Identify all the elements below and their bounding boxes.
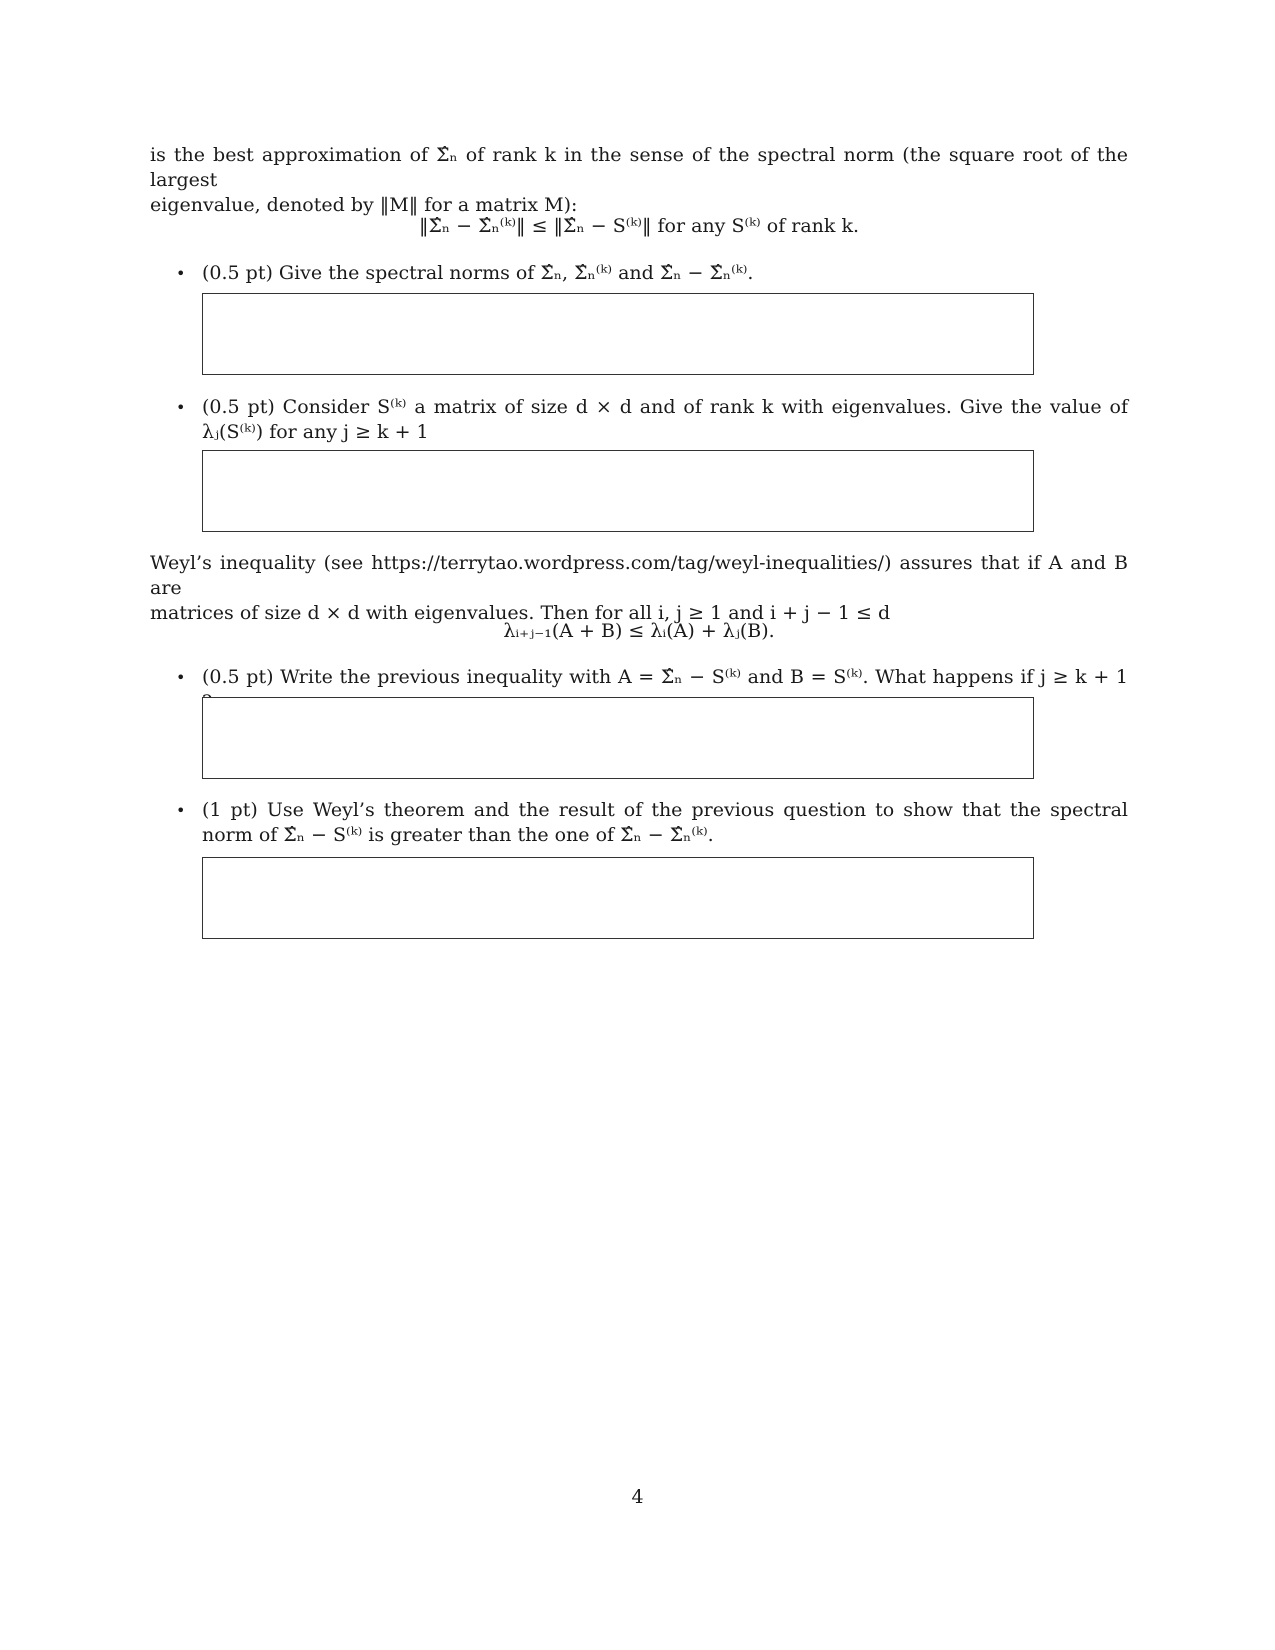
question-1 xyxy=(150,261,1128,286)
weyl-inequality-equation: λᵢ₊ⱼ₋₁(A + B) ≤ λᵢ(A) + λⱼ(B). xyxy=(503,620,775,642)
page-number: 4 xyxy=(631,1486,644,1508)
answer-box-1[interactable] xyxy=(202,293,1034,375)
intro-line-2: eigenvalue, denoted by ‖M‖ for a matrix M): xyxy=(150,194,578,216)
question-1-text: (0.5 pt) Give the spectral norms of Σ̂ₙ, Σ̂ₙ⁽ᵏ⁾ and Σ̂ₙ − Σ̂ₙ⁽ᵏ⁾. xyxy=(202,262,754,284)
question-2 xyxy=(150,395,1128,445)
intro-line-1: is the best approximation of Σ̂ₙ of rank k in the sense of the spectral norm (the square root of the largest xyxy=(150,144,1128,191)
question-2-text: (0.5 pt) Consider S⁽ᵏ⁾ a matrix of size d × d and of rank k with eigenvalues. Give the value of λⱼ(S⁽ᵏ⁾) for any j ≥ k + 1 xyxy=(202,396,1128,443)
question-4 xyxy=(150,798,1128,848)
question-4-text: (1 pt) Use Weyl’s theorem and the result of the previous question to show that the spectral norm of Σ̂ₙ − S⁽ᵏ⁾ is greater than the one of Σ̂ₙ − Σ̂ₙ⁽ᵏ⁾. xyxy=(202,799,1128,846)
question-3-text: (0.5 pt) Write the previous inequality with A = Σ̂ₙ − S⁽ᵏ⁾ and B = S⁽ᵏ⁾. What happens if j ≥ k + 1 xyxy=(202,666,1128,688)
intro-paragraph xyxy=(150,143,1128,218)
weyl-line-2: matrices of size d × d with eigenvalues. Then for all i, j ≥ 1 and i + j − 1 ≤ d xyxy=(150,602,891,624)
answer-box-2[interactable] xyxy=(202,450,1034,532)
weyl-paragraph xyxy=(150,551,1128,626)
bullet: • xyxy=(176,264,186,283)
bullet: • xyxy=(176,398,186,417)
weyl-line-1: Weyl’s inequality (see https://terrytao.wordpress.com/tag/weyl-inequalities/) assures that if A and B are xyxy=(150,552,1128,599)
answer-box-4[interactable] xyxy=(202,857,1034,939)
answer-box-3[interactable] xyxy=(202,697,1034,779)
bullet: • xyxy=(176,801,186,820)
best-approximation-equation: ‖Σ̂ₙ − Σ̂ₙ⁽ᵏ⁾‖ ≤ ‖Σ̂ₙ − S⁽ᵏ⁾‖ for any S⁽ᵏ⁾ of rank k. xyxy=(418,215,860,237)
bullet: • xyxy=(176,668,186,687)
